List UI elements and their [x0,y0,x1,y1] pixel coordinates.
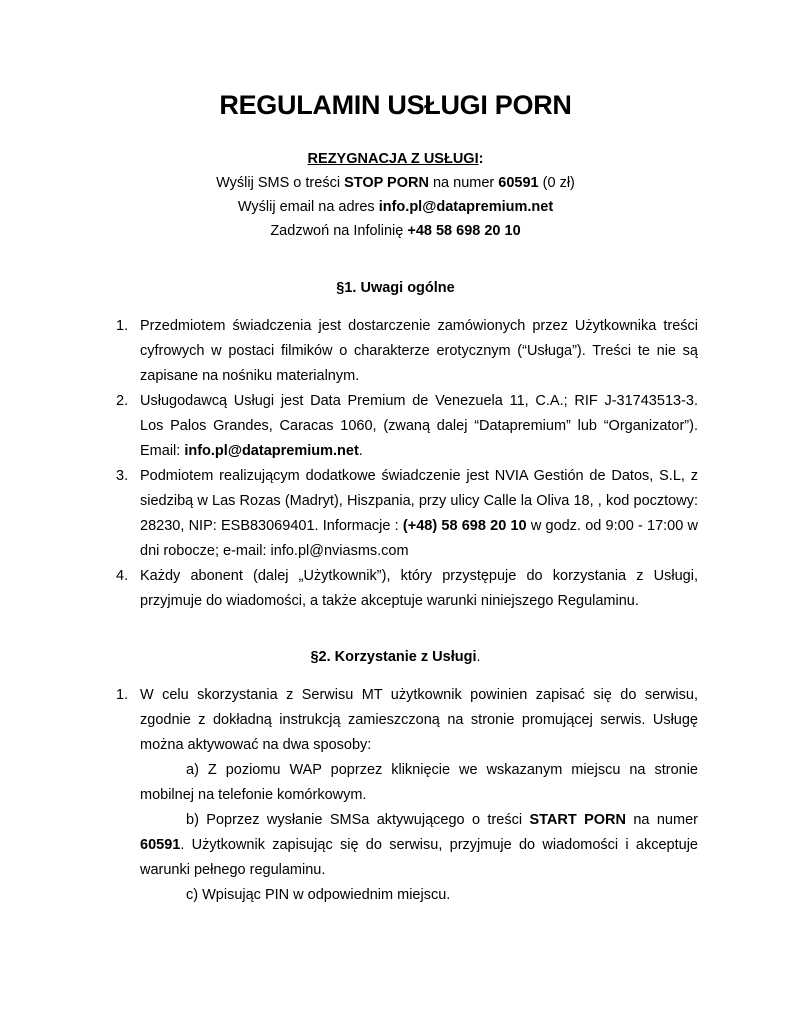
cancellation-phone: +48 58 698 20 10 [407,223,521,239]
section1-list [0,314,791,614]
subitem-c: c) Wpisując PIN w odpowiednim miejscu. [186,887,451,903]
list-item: 1. Przedmiotem świadczenia jest dostarczenie zamówionych przez Użytkownika treści cyfrowych w postaci filmików o charakterze erotycznym (“Usługa”). Treści te nie są zapisane na nośniku materialnym. [116,318,698,384]
section2-heading: §2. Korzystanie z Usługi. [310,649,481,665]
cancellation-email: info.pl@datapremium.net [378,199,554,215]
list-item: 3. Podmiotem realizującym dodatkowe świadczenie jest NVIA Gestión de Datos, S.L, z siedzibą w Las Rozas (Madryt), Hiszpania, przy ulicy Calle la Oliva 18, , kod pocztowy: 28230, NIP: ESB83069401. Informacje : (+48) 58 698 20 10 w godz. od 9:00 - 17:00 w dni robocze; e-mail: info.pl@nviasms.com [116,468,698,559]
document-title: REGULAMIN USŁUGI PORN [219,90,572,120]
cancellation-heading: REZYGNACJA Z USŁUGI: [307,151,484,167]
cancellation-phone-line: Zadzwoń na Infolinię +48 58 698 20 10 [270,223,521,239]
cancellation-email-line: Wyślij email na adres info.pl@datapremium.net [237,199,554,215]
section1-heading: §1. Uwagi ogólne [336,280,455,296]
subitem-b: b) Poprzez wysłanie SMSa aktywującego o treści START PORN na numer 60591. Użytkownik zapisując się do serwisu, przyjmuje do wiadomości i akceptuje warunki pełnego regulaminu. [140,812,698,878]
subitem-a: a) Z poziomu WAP poprzez kliknięcie we wskazanym miejscu na stronie mobilnej na telefonie komórkowym. [140,762,698,803]
cancellation-sms-line: Wyślij SMS o treści STOP PORN na numer 60591 (0 zł) [216,175,575,191]
section2-list [0,683,791,758]
list-item: 1. W celu skorzystania z Serwisu MT użytkownik powinien zapisać się do serwisu, zgodnie z dokładną instrukcją zamieszczoną na stronie promującej serwis. Usługę można aktywować na dwa sposoby: [116,687,698,753]
list-item: 4. Każdy abonent (dalej „Użytkownik”), który przystępuje do korzystania z Usługi, przyjmuje do wiadomości, a także akceptuje warunki niniejszego Regulaminu. [116,568,698,609]
list-item: 2. Usługodawcą Usługi jest Data Premium de Venezuela 11, C.A.; RIF J-31743513-3. Los Palos Grandes, Caracas 1060, (zwaną dalej “Datapremium” lub “Organizator”). Email: info.pl@datapremium.net. [116,393,698,459]
